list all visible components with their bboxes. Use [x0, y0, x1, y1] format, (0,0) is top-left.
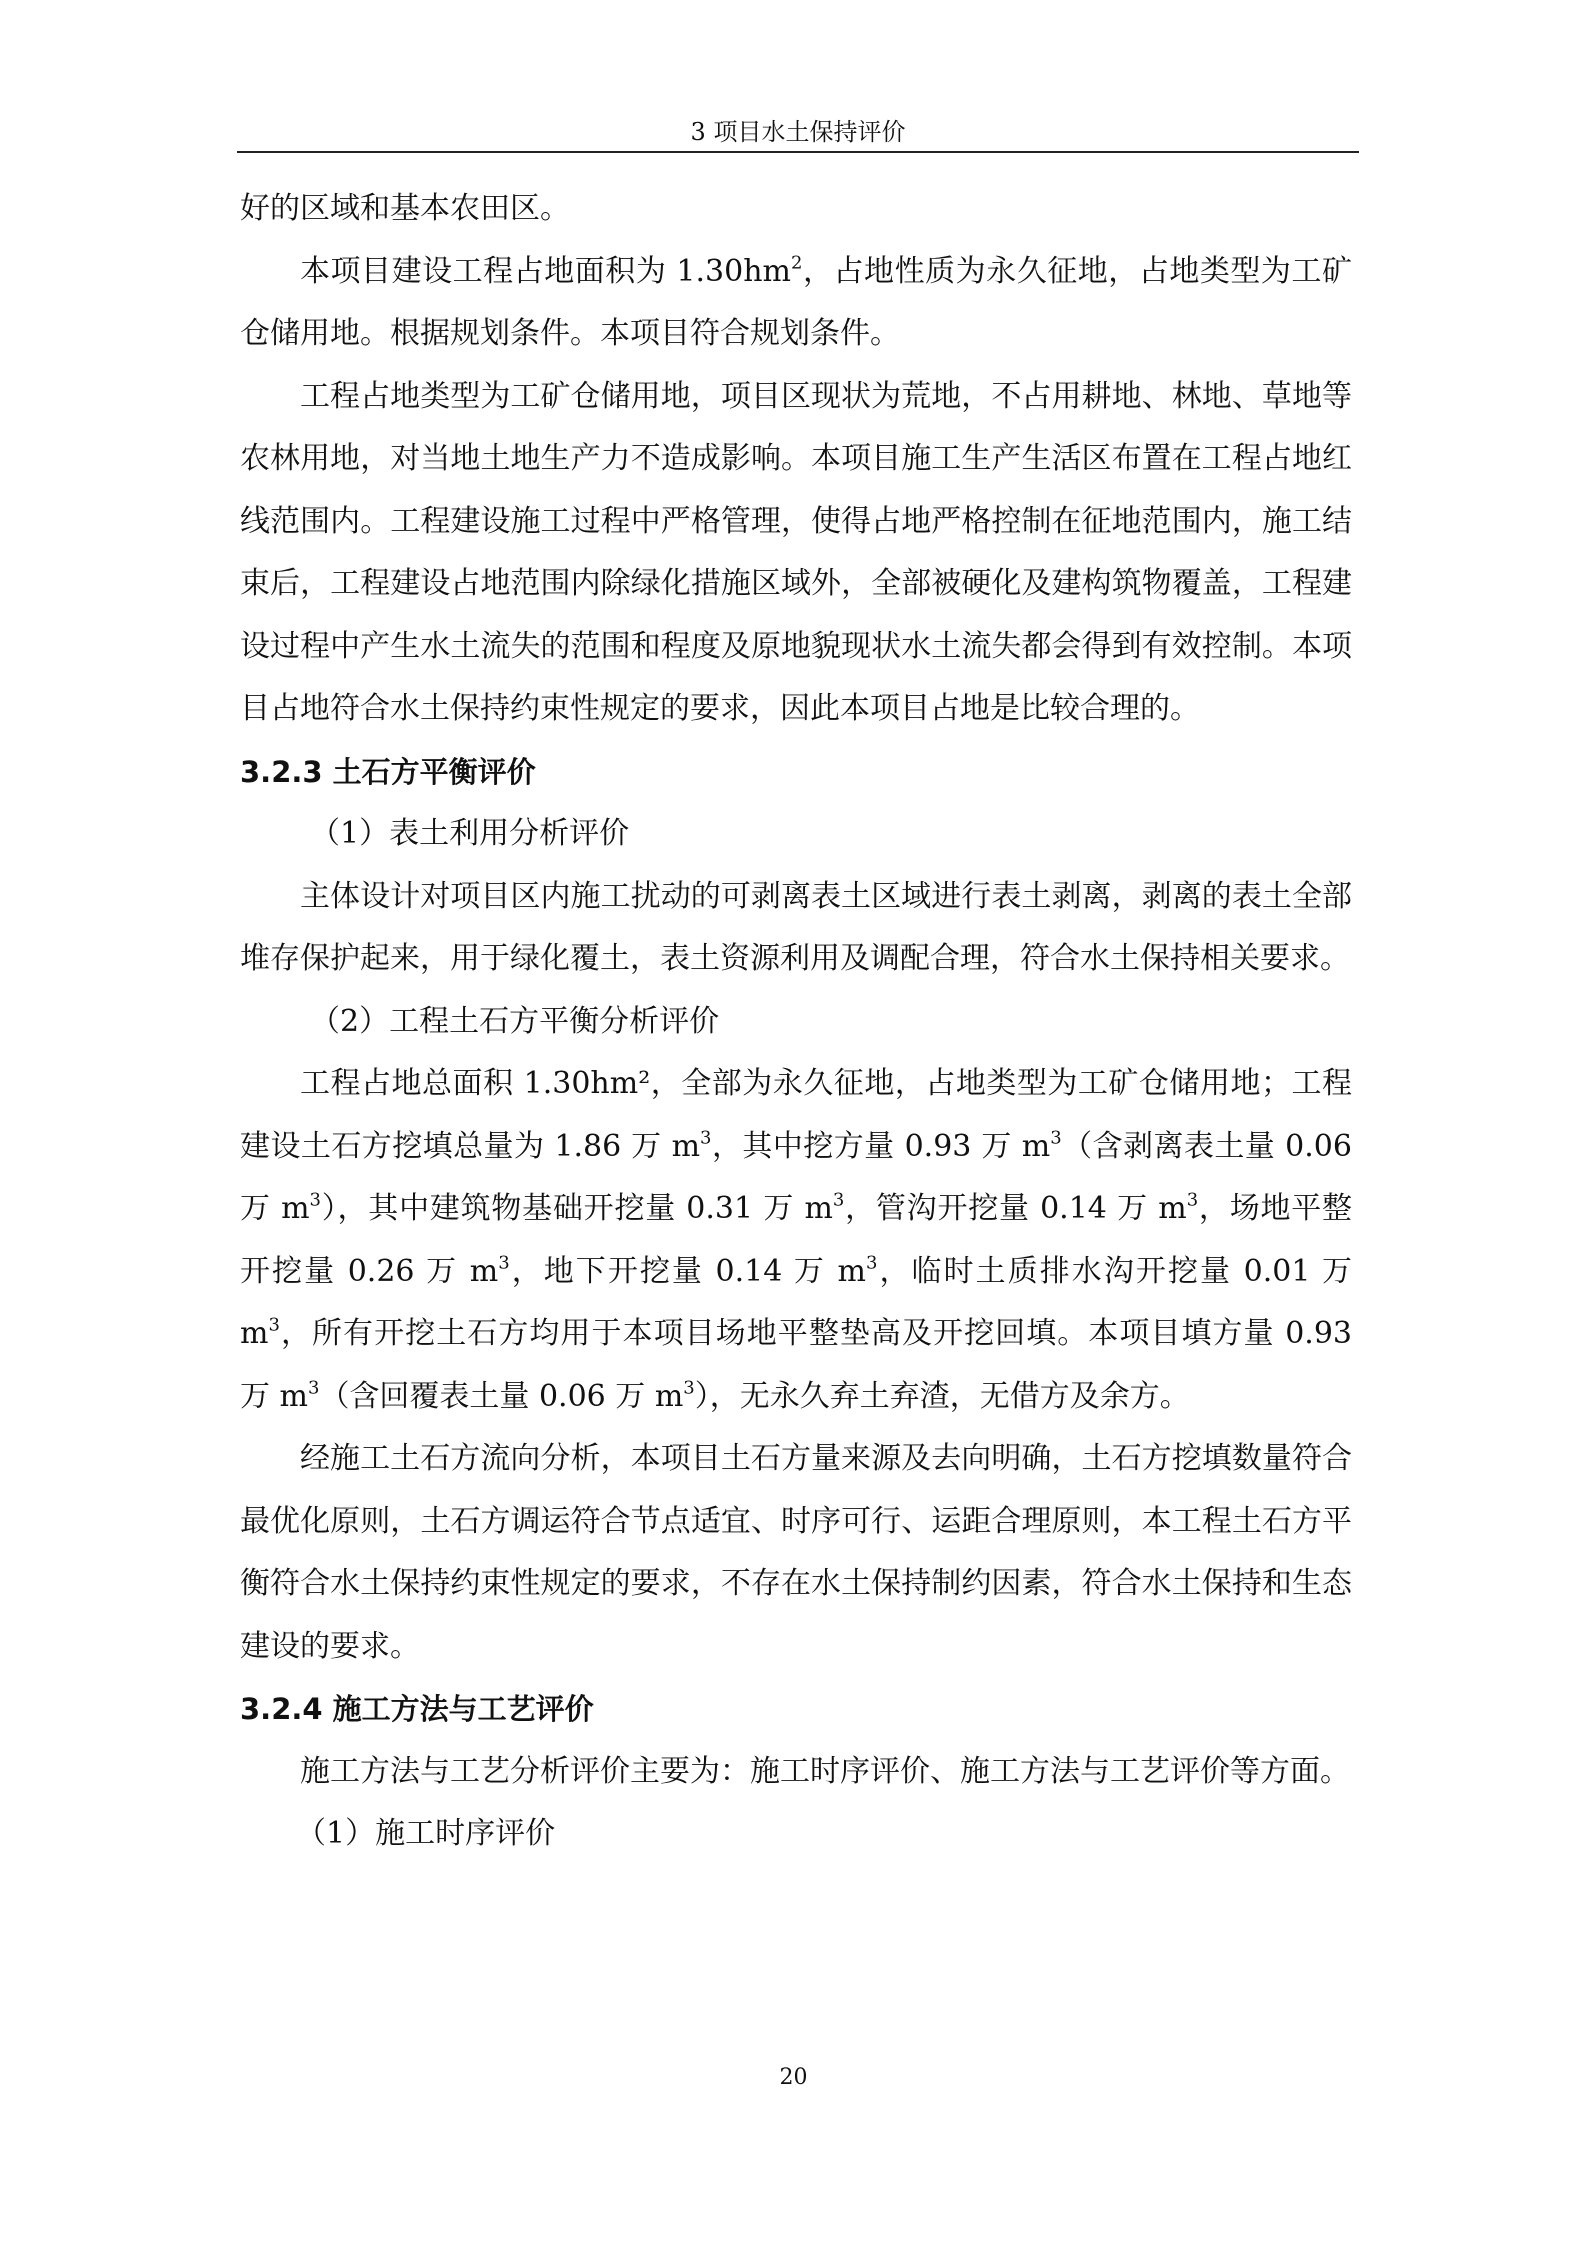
superscript: 3 [832, 1189, 845, 1211]
superscript: 3 [268, 1314, 280, 1336]
document-body [240, 178, 1352, 1866]
paragraph [240, 241, 1352, 366]
text-run: 工程占地总面积 1.30hm²，全部为永久征地，占地类型为工矿仓储用地；工程建设土石方挖填总量为 1.86 万 m [240, 1066, 1352, 1164]
text-run: （含剥离表土量 0.06 万 m [240, 1128, 1352, 1226]
text-run: ，占地性质为永久征地，占地类型为工矿仓储用地。根据规划条件。本项目符合规划条件。 [240, 253, 1352, 351]
superscript: 3 [498, 1251, 510, 1273]
superscript: 3 [307, 1376, 320, 1398]
text-run: 本项目建设工程占地面积为 1.30hm [300, 253, 791, 289]
paragraph: 好的区域和基本农田区。 [240, 191, 570, 226]
paragraph: 工程占地类型为工矿仓储用地，项目区现状为荒地，不占用耕地、林地、草地等农林用地，对当地土地生产力不造成影响。本项目施工生产生活区布置在工程占地红线范围内。工程建设施工过程中严格管理，使得占地严格控制在征地范围内，施工结束后，工程建设占地范围内除绿化措施区域外，全部被硬化及建构筑物覆盖，工程建设过程中产生水土流失的范围和程度及原地貌现状水土流失都会得到有效控制。本项目占地符合水土保持约束性规定的要求，因此本项目占地是比较合理的。 [240, 378, 1352, 726]
section-heading: 3.2.4 施工方法与工艺评价 [240, 1692, 594, 1726]
list-item: （1）施工时序评价 [296, 1816, 556, 1851]
superscript: 3 [309, 1189, 321, 1211]
page-number: 20 [779, 2065, 808, 2090]
text-run: （含回覆表土量 0.06 万 m [319, 1378, 684, 1414]
text-run: ，管沟开挖量 0.14 万 m [844, 1191, 1187, 1226]
text-run: ，其中挖方量 0.93 万 m [711, 1128, 1051, 1164]
list-item: （1）表土利用分析评价 [310, 816, 630, 851]
paragraph: 施工方法与工艺分析评价主要为：施工时序评价、施工方法与工艺评价等方面。 [300, 1753, 1350, 1789]
superscript: 3 [1050, 1126, 1062, 1148]
list-item: （2）工程土石方平衡分析评价 [310, 1003, 720, 1039]
superscript: 3 [866, 1251, 878, 1273]
superscript: 3 [683, 1376, 695, 1398]
paragraph: 经施工土石方流向分析，本项目土石方量来源及去向明确，土石方挖填数量符合最优化原则，土石方调运符合节点适宜、时序可行、运距合理原则，本工程土石方平衡符合水土保持约束性规定的要求，不存在水土保持制约因素，符合水土保持和生态建设的要求。 [240, 1441, 1352, 1664]
text-run: ，临时土质排水沟开挖量 0.01 万 m [240, 1253, 1352, 1351]
superscript: 2 [791, 251, 803, 273]
paragraph: 主体设计对项目区内施工扰动的可剥离表土区域进行表土剥离，剥离的表土全部堆存保护起来，用于绿化覆土，表土资源利用及调配合理，符合水土保持相关要求。 [240, 878, 1352, 976]
text-run: ），其中建筑物基础开挖量 0.31 万 m [320, 1191, 833, 1226]
superscript: 3 [1186, 1189, 1199, 1211]
text-run: ，地下开挖量 0.14 万 m [509, 1253, 867, 1289]
header-rule [237, 151, 1359, 153]
text-run: ），无永久弃土弃渣，无借方及余方。 [694, 1378, 1190, 1414]
running-header: 3 项目水土保持评价 [690, 118, 906, 146]
section-heading: 3.2.3 土石方平衡评价 [240, 754, 536, 789]
text-run: ，场地平整开挖量 0.26 万 m [240, 1191, 1353, 1289]
text-run: ，所有开挖土石方均用于本项目场地平整垫高及开挖回填。本项目填方量 0.93 万 m [240, 1316, 1352, 1414]
paragraph [240, 1053, 1352, 1428]
superscript: 3 [700, 1126, 712, 1148]
